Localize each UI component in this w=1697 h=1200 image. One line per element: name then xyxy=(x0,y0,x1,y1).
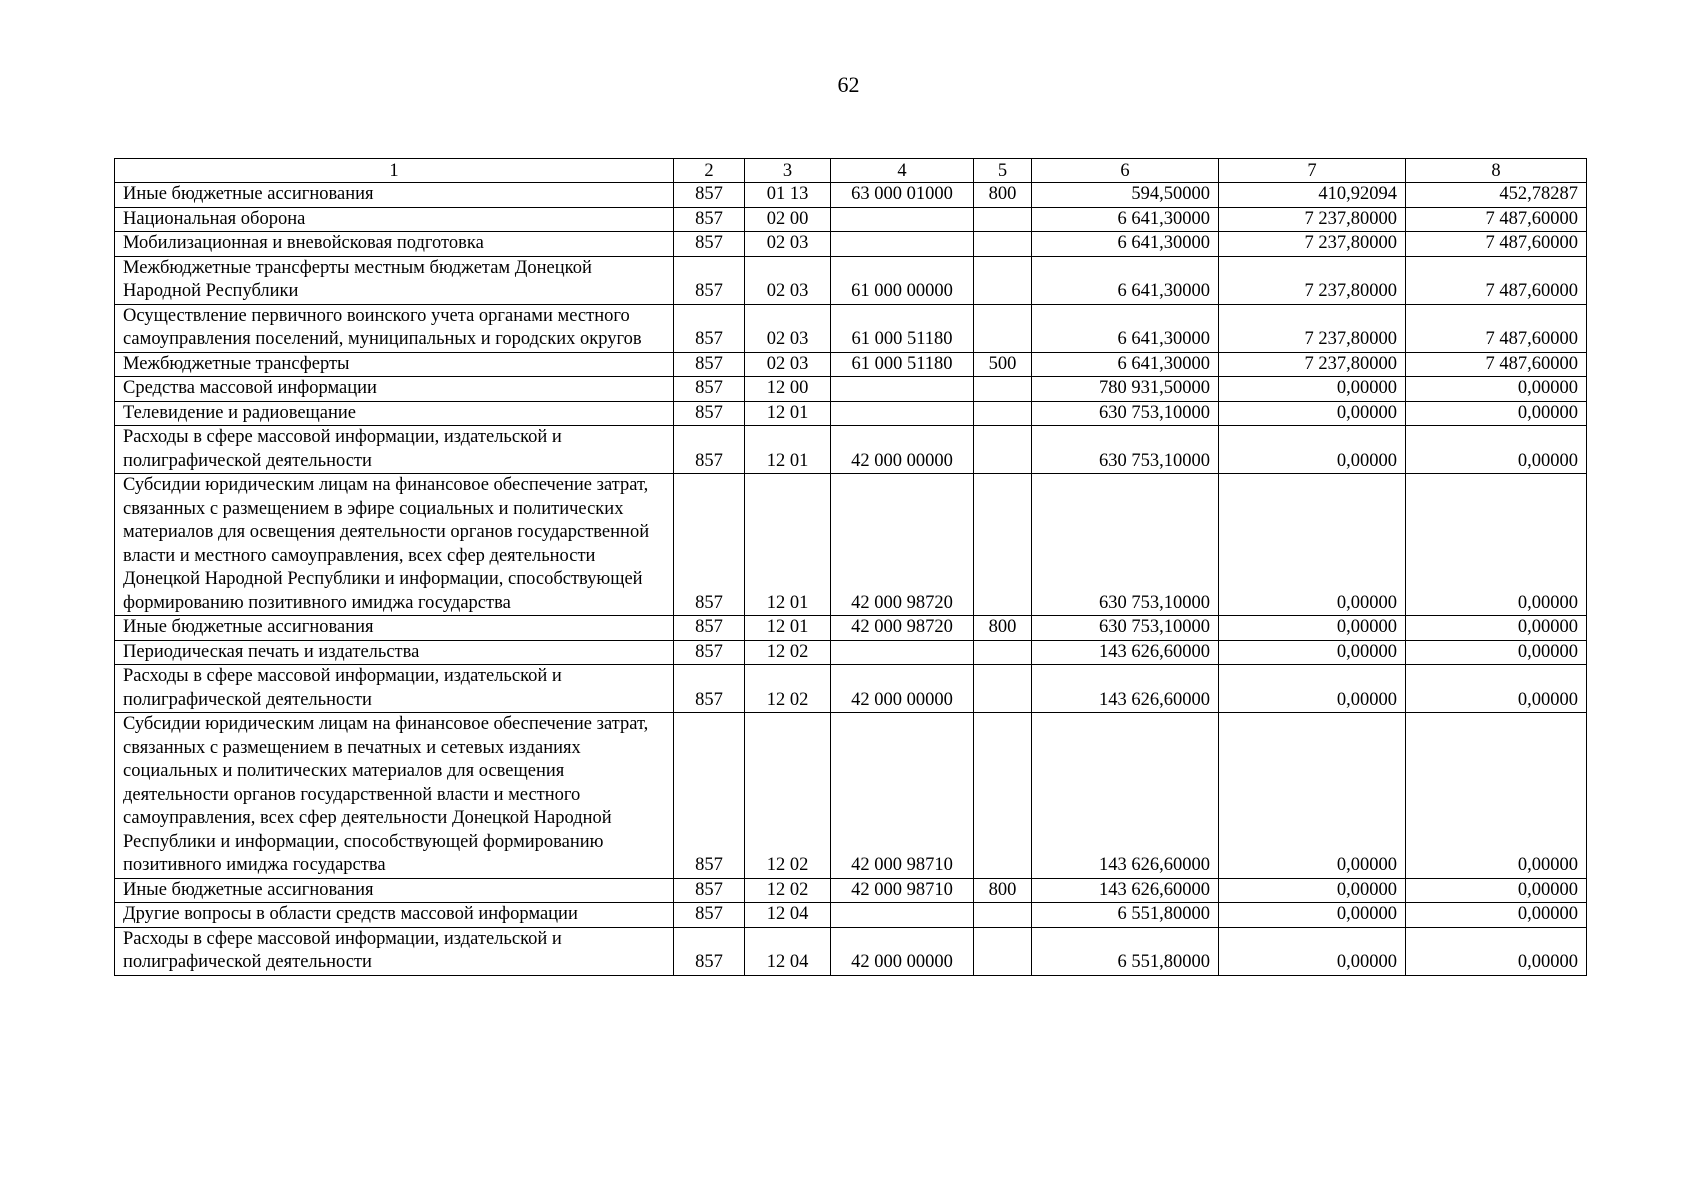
amount-col8-cell: 0,00000 xyxy=(1406,474,1587,616)
amount-col7-cell: 7 237,80000 xyxy=(1219,352,1406,377)
table-row xyxy=(115,256,1587,304)
department-code-cell: 857 xyxy=(674,927,745,975)
department-code-cell: 857 xyxy=(674,640,745,665)
column-header: 2 xyxy=(674,159,745,183)
target-article-cell xyxy=(831,232,974,257)
amount-col7-cell: 0,00000 xyxy=(1219,665,1406,713)
section-code-cell: 12 01 xyxy=(745,616,831,641)
column-header: 8 xyxy=(1406,159,1587,183)
section-code-cell: 02 00 xyxy=(745,207,831,232)
amount-col8-cell: 0,00000 xyxy=(1406,377,1587,402)
expense-type-cell xyxy=(974,377,1032,402)
expense-type-cell xyxy=(974,927,1032,975)
target-article-cell: 42 000 00000 xyxy=(831,927,974,975)
amount-col6-cell: 6 641,30000 xyxy=(1032,256,1219,304)
section-code-cell: 02 03 xyxy=(745,304,831,352)
amount-col6-cell: 143 626,60000 xyxy=(1032,713,1219,879)
table-row xyxy=(115,927,1587,975)
column-header: 5 xyxy=(974,159,1032,183)
table-row xyxy=(115,665,1587,713)
item-name-cell: Мобилизационная и вневойсковая подготовка xyxy=(115,232,674,257)
target-article-cell: 61 000 51180 xyxy=(831,304,974,352)
amount-col7-cell: 0,00000 xyxy=(1219,903,1406,928)
section-code-cell: 12 01 xyxy=(745,474,831,616)
amount-col6-cell: 6 641,30000 xyxy=(1032,352,1219,377)
amount-col8-cell: 7 487,60000 xyxy=(1406,207,1587,232)
amount-col7-cell: 7 237,80000 xyxy=(1219,207,1406,232)
target-article-cell: 42 000 98720 xyxy=(831,474,974,616)
table-row xyxy=(115,640,1587,665)
department-code-cell: 857 xyxy=(674,207,745,232)
table-row xyxy=(115,377,1587,402)
section-code-cell: 12 04 xyxy=(745,927,831,975)
amount-col7-cell: 7 237,80000 xyxy=(1219,304,1406,352)
department-code-cell: 857 xyxy=(674,352,745,377)
amount-col6-cell: 780 931,50000 xyxy=(1032,377,1219,402)
item-name-cell: Иные бюджетные ассигнования xyxy=(115,616,674,641)
table-row xyxy=(115,352,1587,377)
amount-col8-cell: 0,00000 xyxy=(1406,640,1587,665)
amount-col8-cell: 0,00000 xyxy=(1406,616,1587,641)
section-code-cell: 12 01 xyxy=(745,401,831,426)
expense-type-cell: 500 xyxy=(974,352,1032,377)
section-code-cell: 12 00 xyxy=(745,377,831,402)
item-name-cell: Субсидии юридическим лицам на финансовое обеспечение затрат, связанных с размещением в эфире социальных и политических материалов для освещения деятельности органов государственной власти и местного самоуправления, всех сфер деятельности Донецкой Народной Республики и информации, способствующей формированию позитивного имиджа государства xyxy=(115,474,674,616)
section-code-cell: 12 02 xyxy=(745,713,831,879)
amount-col6-cell: 630 753,10000 xyxy=(1032,426,1219,474)
expense-type-cell xyxy=(974,903,1032,928)
department-code-cell: 857 xyxy=(674,616,745,641)
amount-col8-cell: 7 487,60000 xyxy=(1406,304,1587,352)
amount-col7-cell: 0,00000 xyxy=(1219,377,1406,402)
amount-col8-cell: 452,78287 xyxy=(1406,183,1587,208)
amount-col7-cell: 0,00000 xyxy=(1219,616,1406,641)
column-header: 6 xyxy=(1032,159,1219,183)
expense-type-cell xyxy=(974,640,1032,665)
table-row xyxy=(115,401,1587,426)
amount-col7-cell: 0,00000 xyxy=(1219,927,1406,975)
section-code-cell: 12 04 xyxy=(745,903,831,928)
table-row xyxy=(115,207,1587,232)
table-row xyxy=(115,232,1587,257)
section-code-cell: 02 03 xyxy=(745,232,831,257)
amount-col6-cell: 6 641,30000 xyxy=(1032,304,1219,352)
section-code-cell: 12 01 xyxy=(745,426,831,474)
table-header-row xyxy=(115,159,1587,183)
target-article-cell: 63 000 01000 xyxy=(831,183,974,208)
expense-type-cell xyxy=(974,304,1032,352)
amount-col8-cell: 0,00000 xyxy=(1406,426,1587,474)
amount-col6-cell: 6 641,30000 xyxy=(1032,207,1219,232)
target-article-cell xyxy=(831,640,974,665)
expense-type-cell xyxy=(974,401,1032,426)
item-name-cell: Другие вопросы в области средств массовой информации xyxy=(115,903,674,928)
target-article-cell xyxy=(831,903,974,928)
target-article-cell: 42 000 98720 xyxy=(831,616,974,641)
target-article-cell xyxy=(831,207,974,232)
expense-type-cell xyxy=(974,232,1032,257)
item-name-cell: Иные бюджетные ассигнования xyxy=(115,878,674,903)
budget-table xyxy=(114,158,1587,976)
item-name-cell: Расходы в сфере массовой информации, издательской и полиграфической деятельности xyxy=(115,665,674,713)
section-code-cell: 12 02 xyxy=(745,640,831,665)
column-header: 4 xyxy=(831,159,974,183)
item-name-cell: Расходы в сфере массовой информации, издательской и полиграфической деятельности xyxy=(115,426,674,474)
section-code-cell: 02 03 xyxy=(745,352,831,377)
expense-type-cell xyxy=(974,256,1032,304)
department-code-cell: 857 xyxy=(674,401,745,426)
amount-col6-cell: 6 641,30000 xyxy=(1032,232,1219,257)
expense-type-cell: 800 xyxy=(974,616,1032,641)
amount-col7-cell: 0,00000 xyxy=(1219,401,1406,426)
expense-type-cell xyxy=(974,207,1032,232)
amount-col8-cell: 0,00000 xyxy=(1406,713,1587,879)
amount-col7-cell: 0,00000 xyxy=(1219,640,1406,665)
section-code-cell: 12 02 xyxy=(745,878,831,903)
item-name-cell: Средства массовой информации xyxy=(115,377,674,402)
amount-col8-cell: 7 487,60000 xyxy=(1406,232,1587,257)
table-row xyxy=(115,616,1587,641)
table-row xyxy=(115,183,1587,208)
amount-col8-cell: 0,00000 xyxy=(1406,665,1587,713)
table-row xyxy=(115,903,1587,928)
table-row xyxy=(115,474,1587,616)
amount-col6-cell: 630 753,10000 xyxy=(1032,401,1219,426)
expense-type-cell xyxy=(974,474,1032,616)
department-code-cell: 857 xyxy=(674,377,745,402)
item-name-cell: Межбюджетные трансферты местным бюджетам Донецкой Народной Республики xyxy=(115,256,674,304)
amount-col8-cell: 0,00000 xyxy=(1406,401,1587,426)
item-name-cell: Субсидии юридическим лицам на финансовое обеспечение затрат, связанных с размещением в печатных и сетевых изданиях социальных и политических материалов для освещения деятельности органов государственной власти и местного самоуправления, всех сфер деятельности Донецкой Народной Республики и информации, способствующей формированию позитивного имиджа государства xyxy=(115,713,674,879)
department-code-cell: 857 xyxy=(674,713,745,879)
item-name-cell: Осуществление первичного воинского учета органами местного самоуправления поселений, муниципальных и городских округов xyxy=(115,304,674,352)
amount-col6-cell: 594,50000 xyxy=(1032,183,1219,208)
amount-col8-cell: 0,00000 xyxy=(1406,878,1587,903)
department-code-cell: 857 xyxy=(674,665,745,713)
amount-col6-cell: 143 626,60000 xyxy=(1032,665,1219,713)
section-code-cell: 12 02 xyxy=(745,665,831,713)
target-article-cell: 61 000 00000 xyxy=(831,256,974,304)
page-number: 62 xyxy=(837,72,860,97)
item-name-cell: Межбюджетные трансферты xyxy=(115,352,674,377)
table-row xyxy=(115,304,1587,352)
amount-col7-cell: 0,00000 xyxy=(1219,878,1406,903)
amount-col6-cell: 6 551,80000 xyxy=(1032,903,1219,928)
section-code-cell: 01 13 xyxy=(745,183,831,208)
department-code-cell: 857 xyxy=(674,256,745,304)
department-code-cell: 857 xyxy=(674,232,745,257)
expense-type-cell xyxy=(974,665,1032,713)
amount-col7-cell: 410,92094 xyxy=(1219,183,1406,208)
amount-col6-cell: 630 753,10000 xyxy=(1032,616,1219,641)
section-code-cell: 02 03 xyxy=(745,256,831,304)
column-header: 7 xyxy=(1219,159,1406,183)
department-code-cell: 857 xyxy=(674,183,745,208)
table-row xyxy=(115,878,1587,903)
target-article-cell: 42 000 00000 xyxy=(831,426,974,474)
target-article-cell: 42 000 98710 xyxy=(831,713,974,879)
column-header: 1 xyxy=(115,159,674,183)
amount-col7-cell: 0,00000 xyxy=(1219,426,1406,474)
expense-type-cell xyxy=(974,713,1032,879)
amount-col6-cell: 630 753,10000 xyxy=(1032,474,1219,616)
department-code-cell: 857 xyxy=(674,304,745,352)
item-name-cell: Иные бюджетные ассигнования xyxy=(115,183,674,208)
amount-col7-cell: 7 237,80000 xyxy=(1219,232,1406,257)
target-article-cell xyxy=(831,377,974,402)
target-article-cell: 61 000 51180 xyxy=(831,352,974,377)
expense-type-cell: 800 xyxy=(974,878,1032,903)
item-name-cell: Телевидение и радиовещание xyxy=(115,401,674,426)
expense-type-cell: 800 xyxy=(974,183,1032,208)
table-row xyxy=(115,713,1587,879)
amount-col8-cell: 7 487,60000 xyxy=(1406,352,1587,377)
amount-col7-cell: 0,00000 xyxy=(1219,713,1406,879)
target-article-cell: 42 000 98710 xyxy=(831,878,974,903)
amount-col6-cell: 143 626,60000 xyxy=(1032,878,1219,903)
item-name-cell: Национальная оборона xyxy=(115,207,674,232)
target-article-cell xyxy=(831,401,974,426)
amount-col8-cell: 7 487,60000 xyxy=(1406,256,1587,304)
department-code-cell: 857 xyxy=(674,426,745,474)
amount-col7-cell: 0,00000 xyxy=(1219,474,1406,616)
expense-type-cell xyxy=(974,426,1032,474)
amount-col8-cell: 0,00000 xyxy=(1406,927,1587,975)
department-code-cell: 857 xyxy=(674,474,745,616)
item-name-cell: Расходы в сфере массовой информации, издательской и полиграфической деятельности xyxy=(115,927,674,975)
amount-col8-cell: 0,00000 xyxy=(1406,903,1587,928)
table-row xyxy=(115,426,1587,474)
department-code-cell: 857 xyxy=(674,903,745,928)
amount-col7-cell: 7 237,80000 xyxy=(1219,256,1406,304)
department-code-cell: 857 xyxy=(674,878,745,903)
amount-col6-cell: 6 551,80000 xyxy=(1032,927,1219,975)
column-header: 3 xyxy=(745,159,831,183)
target-article-cell: 42 000 00000 xyxy=(831,665,974,713)
amount-col6-cell: 143 626,60000 xyxy=(1032,640,1219,665)
item-name-cell: Периодическая печать и издательства xyxy=(115,640,674,665)
